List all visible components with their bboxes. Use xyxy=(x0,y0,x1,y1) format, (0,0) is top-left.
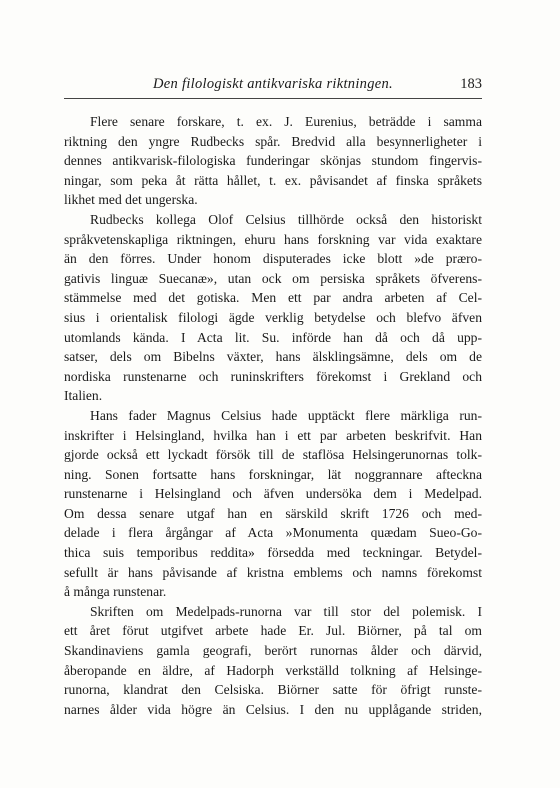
paragraph xyxy=(64,112,482,210)
page-header xyxy=(64,76,482,96)
text-line: riktning den yngre Rudbecks spår. Bredvid alla besynnerligheter i xyxy=(64,133,482,149)
text-line: likhet med det ungerska. xyxy=(64,192,198,208)
paragraph xyxy=(64,210,482,406)
text-line: stämmelse med det gotiska. Men ett par andra arbeten af Cel- xyxy=(64,290,482,306)
header-rule xyxy=(64,98,482,99)
text-line: ett året förut utgifvet arbete hade Er. Jul. Biörner, på tal om xyxy=(64,623,482,639)
text-line: sefullt är hans påvisande af kristna emblems och namns förekomst xyxy=(64,564,482,580)
text-line: delade i flera årgångar af Acta »Monumenta quædam Sueo-Go- xyxy=(64,525,482,541)
text-line: thica suis temporibus reddita» försedda med teckningar. Betydel- xyxy=(64,545,482,561)
text-line: Italien. xyxy=(64,388,103,404)
text-line: Skandinaviens gamla geografi, berört runornas ålder och därvid, xyxy=(64,643,482,659)
text-line: gjorde också ett lyckadt försök till de staflösa Helsingerunornas tolk- xyxy=(64,447,482,463)
text-line: ningar, som peka åt rätta hållet, t. ex. påvisandet af finska språkets xyxy=(64,172,482,188)
text-line: åberopande en äldre, af Hadorph verkställd tolkning af Helsinge- xyxy=(64,662,482,678)
body-text xyxy=(64,112,482,719)
text-line: ning. Sonen fortsatte hans forskningar, lät noggrannare afteckna xyxy=(64,466,482,482)
text-line: Rudbecks kollega Olof Celsius tillhörde också den historiskt xyxy=(90,211,482,227)
text-line: Skriften om Medelpads-runorna var till stor del polemisk. I xyxy=(90,603,482,619)
text-line: dennes antikvarisk-filologiska funderingar skönjas stundom fingervis- xyxy=(64,153,482,169)
paragraph xyxy=(64,602,482,720)
text-line: runorna, klandrat den Celsiska. Biörner satte för öfrigt runste- xyxy=(64,682,482,698)
text-line: narnes ålder vida högre än Celsius. I den nu upplågande striden, xyxy=(64,701,482,717)
paragraph xyxy=(64,406,482,602)
text-line: nordiska runstenarne och runinskrifters förekomst i Grekland och xyxy=(64,368,482,384)
page-number: 183 xyxy=(460,76,482,92)
text-line: satser, dels om Bibelns växter, hans älsklingsämne, dels om de xyxy=(64,349,482,365)
text-line: utomlands kända. I Acta lit. Su. införde han då och då upp- xyxy=(64,329,482,345)
text-line: gativis linguæ Suecanæ», utan ock om persiska språkets öfverens- xyxy=(64,270,482,286)
running-title: Den filologiskt antikvariska riktningen. xyxy=(153,76,393,92)
text-line: inskrifter i Helsingland, hvilka han i ett par arbeten beskrifvit. Han xyxy=(64,427,482,443)
text-line: språkvetenskapliga riktningen, ehuru hans forskning var vida exaktare xyxy=(64,231,482,247)
text-line: Hans fader Magnus Celsius hade upptäckt flere märkliga run- xyxy=(90,407,482,423)
text-line: Om dessa senare utgaf han en särskild skrift 1726 och med- xyxy=(64,505,482,521)
text-line: Flere senare forskare, t. ex. J. Eurenius, beträdde i samma xyxy=(90,114,482,129)
text-line: sius i orientalisk filologi ägde verklig betydelse och blefvo äfven xyxy=(64,309,482,325)
text-line: å många runstenar. xyxy=(64,584,167,600)
text-line: än den förres. Under honom disputerades icke blott »de præro- xyxy=(64,251,482,267)
text-line: runstenarne i Helsingland och äfven undersöka dem i Medelpad. xyxy=(64,486,482,502)
